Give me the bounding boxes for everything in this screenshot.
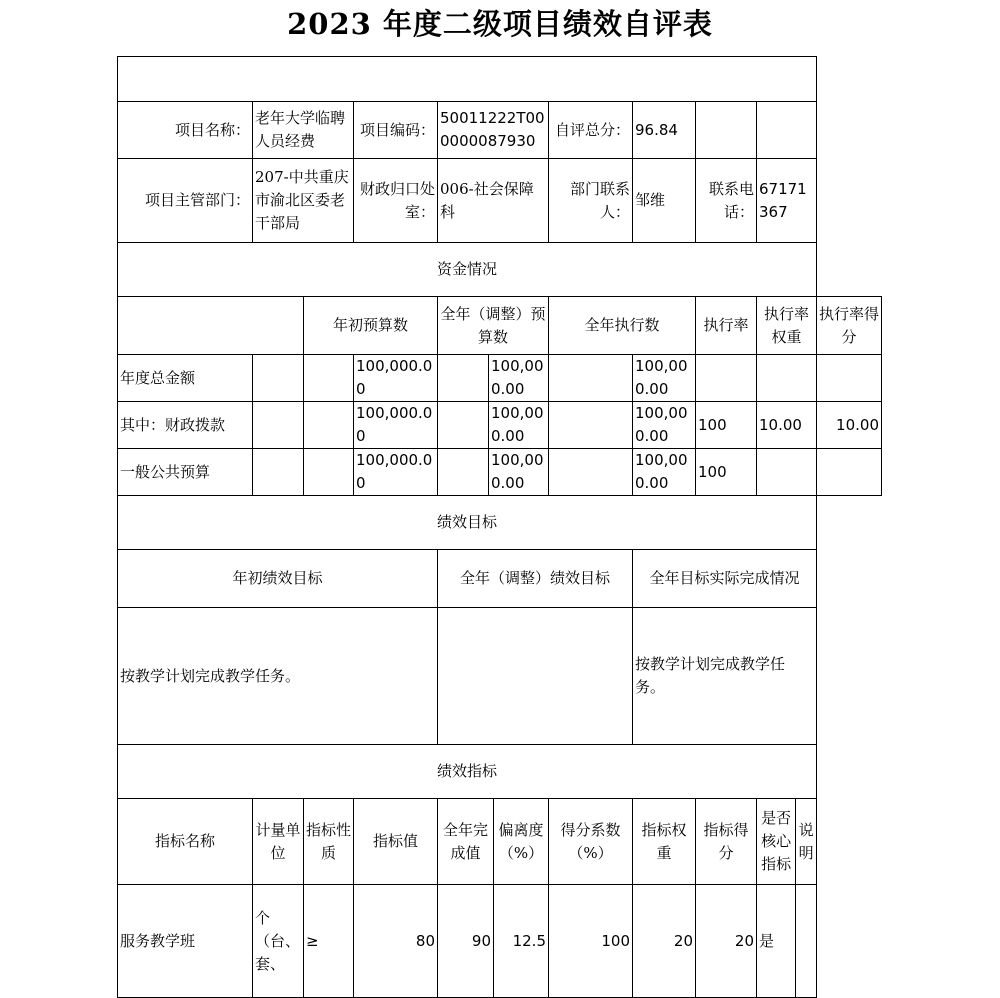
funds-executed: 100,000.00 [633, 402, 696, 449]
contact-label: 部门联系人： [549, 159, 633, 243]
empty-cell [549, 355, 633, 402]
ind-header-note: 说明 [798, 820, 814, 862]
ind-header-unit: 计量单位 [253, 799, 304, 885]
ind-header-nature: 指标性质 [304, 799, 354, 885]
funds-executed: 100,000.00 [633, 449, 696, 496]
funds-row-label: 其中：财政拨款 [118, 402, 253, 449]
funds-rate: 100 [696, 402, 757, 449]
funds-header-executed: 全年执行数 [549, 297, 696, 355]
phone-value: 67171367 [757, 159, 817, 243]
ind-actual: 90 [438, 885, 494, 997]
empty-cell [304, 449, 354, 496]
funds-score [817, 355, 882, 402]
ind-group [438, 885, 549, 998]
self-score-value: 96.84 [633, 102, 696, 159]
empty-cell [549, 402, 633, 449]
funds-header-adjusted: 全年（调整）预算数 [438, 297, 549, 355]
empty-cell [549, 449, 633, 496]
empty-cell [253, 449, 304, 496]
ind-header-score: 指标得分 [703, 820, 749, 862]
ind-header-name: 指标名称 [118, 799, 253, 885]
project-name-value: 老年大学临聘人员经费 [253, 102, 354, 159]
funds-row-label: 一般公共预算 [118, 449, 253, 496]
funds-score [817, 449, 882, 496]
empty-cell [253, 355, 304, 402]
goals-header-initial: 年初绩效目标 [118, 550, 438, 608]
funds-weight [757, 355, 817, 402]
funds-initial: 100,000.00 [354, 355, 438, 402]
ind-deviation: 12.5 [512, 931, 546, 950]
ind-nature: ≥ [304, 885, 354, 998]
funds-initial: 100,000.00 [354, 402, 438, 449]
empty-cell [757, 102, 817, 159]
funds-adjusted: 100,000.00 [489, 402, 549, 449]
dept-label: 项目主管部门： [118, 159, 253, 243]
goals-header-actual: 全年目标实际完成情况 [633, 550, 817, 608]
empty-cell [438, 449, 489, 496]
ind-coef: 100 [549, 885, 633, 998]
empty-cell [304, 355, 354, 402]
project-code-label: 项目编码： [354, 102, 438, 159]
goal-initial-text: 按教学计划完成教学任务。 [118, 608, 438, 745]
page-title: 2023 年度二级项目绩效自评表 [287, 7, 713, 41]
funds-executed: 100,000.00 [633, 355, 696, 402]
funds-score: 10.00 [817, 402, 882, 449]
finance-office-value: 006-社会保障科 [438, 159, 549, 243]
goals-section-title: 绩效目标 [118, 496, 817, 550]
ind-note [796, 885, 816, 997]
empty-cell [304, 402, 354, 449]
funds-initial: 100,000.00 [354, 449, 438, 496]
funds-row [118, 355, 882, 402]
funds-rate: 100 [696, 449, 757, 496]
ind-header-group [438, 799, 549, 885]
empty-cell [253, 402, 304, 449]
ind-header-target: 指标值 [354, 799, 438, 885]
goal-adjusted-text [438, 608, 633, 745]
goal-actual-text: 按教学计划完成教学任务。 [633, 608, 817, 745]
ind-name: 服务教学班 [118, 885, 253, 998]
funds-header-weight: 执行率权重 [757, 297, 817, 355]
funds-adjusted: 100,000.00 [489, 449, 549, 496]
indicator-row [118, 885, 882, 998]
empty-cell [696, 102, 757, 159]
funds-row [118, 402, 882, 449]
empty-cell [118, 297, 304, 355]
ind-header-group3 [757, 799, 817, 885]
ind-score: 20 [696, 885, 757, 998]
funds-weight: 10.00 [757, 402, 817, 449]
self-score-label: 自评总分： [549, 102, 633, 159]
ind-header-deviation: 偏离度（%） [498, 820, 544, 862]
ind-header-group2 [696, 799, 757, 885]
ind-header-actual: 全年完成值 [438, 799, 494, 884]
empty-cell [438, 402, 489, 449]
ind-header-coef: 得分系数（%） [549, 799, 633, 885]
ind-target: 80 [354, 885, 438, 998]
contact-value: 邹维 [633, 159, 696, 243]
ind-header-weight: 指标权重 [633, 799, 696, 885]
indicators-section-title: 绩效指标 [118, 745, 817, 799]
project-code-value: 50011222T000000087930 [438, 102, 549, 159]
funds-header-rate: 执行率 [696, 297, 757, 355]
empty-cell [438, 355, 489, 402]
funds-adjusted: 100,000.00 [489, 355, 549, 402]
funds-rate [696, 355, 757, 402]
evaluation-table [117, 56, 882, 998]
dept-value: 207-中共重庆市渝北区委老干部局 [253, 159, 354, 243]
funds-header-score: 执行率得分 [817, 297, 882, 355]
goals-header-adjusted: 全年（调整）绩效目标 [438, 550, 633, 608]
ind-weight: 20 [633, 885, 696, 998]
project-name-label: 项目名称： [118, 102, 253, 159]
funds-header-initial: 年初预算数 [304, 297, 438, 355]
ind-unit: 个（台、套、 [253, 885, 304, 998]
phone-label: 联系电话： [696, 159, 757, 243]
funds-row-label: 年度总金额 [118, 355, 253, 402]
finance-office-label: 财政归口处室： [354, 159, 438, 243]
ind-core: 是 [757, 885, 796, 997]
funds-row [118, 449, 882, 496]
funds-section-title: 资金情况 [118, 243, 817, 297]
funds-weight [757, 449, 817, 496]
blank-header-row [118, 57, 817, 102]
ind-group3 [757, 885, 817, 998]
ind-header-core: 是否核心指标 [757, 799, 796, 884]
